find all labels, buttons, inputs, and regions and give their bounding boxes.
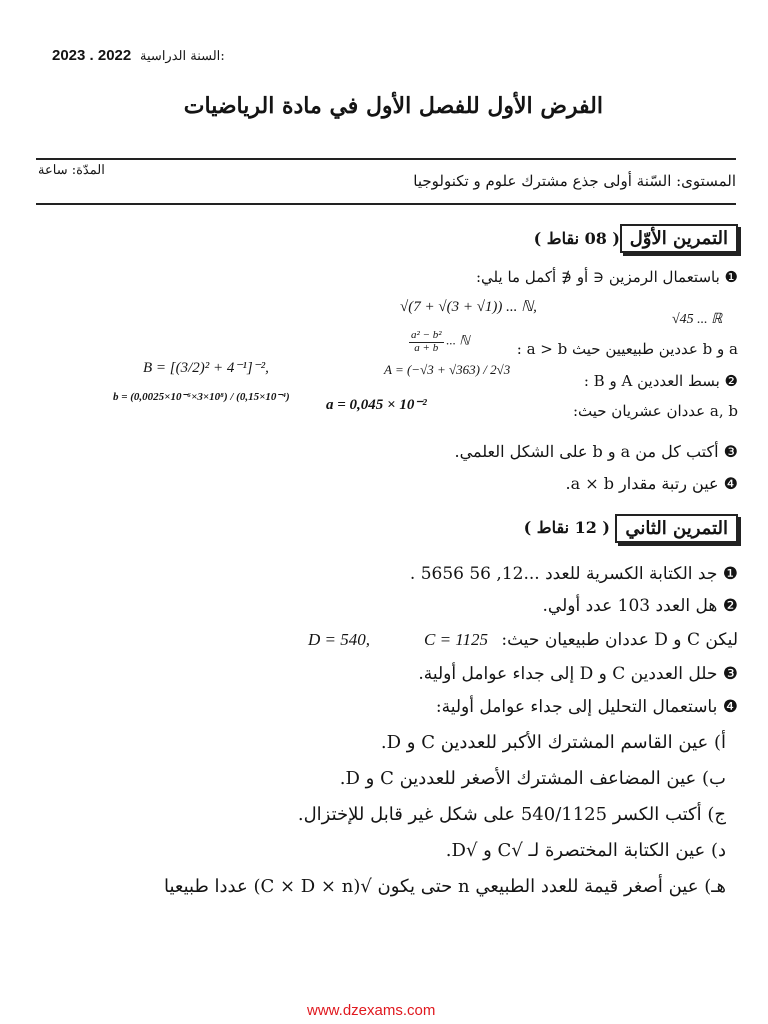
- ex2-part-d: د) عين الكتابة المختصرة لـ √C و √D.: [445, 840, 726, 861]
- ex2-part-e: هـ) عين أصغر قيمة للعدد الطبيعي n حتى يكون √(C × D × n) عددا طبيعيا: [164, 876, 726, 897]
- exercise2-points: ( 12 نقاط ): [523, 518, 610, 537]
- ex2-q1: ❶ جد الكتابة الكسرية للعدد ...12, 56 5656 .: [409, 564, 738, 584]
- ex1-q3: ❸ أكتب كل من a و b على الشكل العلمي.: [454, 442, 738, 461]
- ex1-exprA: A = (−√3 + √363) / 2√3: [384, 362, 511, 377]
- ex1-q1: ❶ باستعمال الرمزين ∈ أو ∉ أكمل ما يلي:: [476, 268, 738, 286]
- ex2-q2: ❷ هل العدد 103 عدد أولي.: [542, 596, 738, 616]
- school-year-value: 2023 . 2022: [52, 47, 132, 64]
- ex2-part-b: ب) عين المضاعف المشترك الأصغر للعددين C و D.: [339, 768, 726, 789]
- divider-top: [36, 158, 736, 160]
- level-text: المستوى: السّنة أولى جذع مشترك علوم و تكنولوجيا: [413, 172, 736, 190]
- ex1-q2: ❷ بسط العددين A و B :: [583, 372, 738, 390]
- ex1-expr3: [409, 330, 470, 354]
- ex2-valD: D = 540,: [308, 630, 370, 649]
- ex1-expr2: √45 ... ℝ: [672, 312, 723, 327]
- footer-site-link[interactable]: www.dzexams.com: [307, 1002, 436, 1019]
- ex1-exprb: b = (0,0025×10⁻⁶×3×10⁸) / (0,15×10⁻⁴): [113, 391, 290, 403]
- exercise2-heading: التمرين الثاني: [615, 514, 738, 543]
- ex2-given: ليكن C و D عددان طبيعيان حيث:: [501, 630, 738, 650]
- divider-bottom: [36, 203, 736, 205]
- ex2-part-a: أ) عين القاسم المشترك الأكبر للعددين C و D.: [380, 732, 726, 753]
- ex2-part-c: ج) أكتب الكسر 540/1125 على شكل غير قابل للإختزال.: [297, 804, 726, 825]
- school-year: [52, 46, 225, 64]
- ex1-expra: a = 0,045 × 10⁻²: [326, 397, 427, 413]
- duration-text: المدّة: ساعة: [38, 163, 105, 178]
- ex1-exprB: B = [(3/2)² + 4⁻¹]⁻²,: [143, 360, 269, 376]
- ex1-expr3-fraction: [409, 330, 444, 354]
- ex1-q2b: a, b عددان عشريان حيث:: [572, 402, 738, 420]
- school-year-label: السنة الدراسية:: [140, 49, 225, 64]
- exam-title: الفرض الأول للفصل الأول في مادة الرياضيات: [183, 93, 603, 119]
- ex1-expr3-denominator: a + b: [414, 341, 439, 354]
- ex2-q3: ❸ حلل العددين C و D إلى جداء عوامل أولية.: [418, 664, 738, 684]
- ex1-q4: ❹ عين رتبة مقدار a × b.: [565, 474, 738, 493]
- ex1-expr3-tail: ... ℕ: [446, 332, 470, 348]
- ex1-expr1: √(7 + √(3 + √1)) ... ℕ,: [400, 299, 537, 315]
- exercise1-heading: التمرين الأوّل: [620, 224, 738, 253]
- ex2-valC: C = 1125: [424, 630, 489, 649]
- ex1-expr3-numerator: a² − b²: [411, 329, 442, 341]
- exercise1-points: ( 08 نقاط ): [533, 229, 620, 248]
- ex1-condition: a و b عددين طبيعيين حيث a > b :: [516, 340, 738, 358]
- ex2-q4: ❹ باستعمال التحليل إلى جداء عوامل أولية:: [435, 697, 738, 717]
